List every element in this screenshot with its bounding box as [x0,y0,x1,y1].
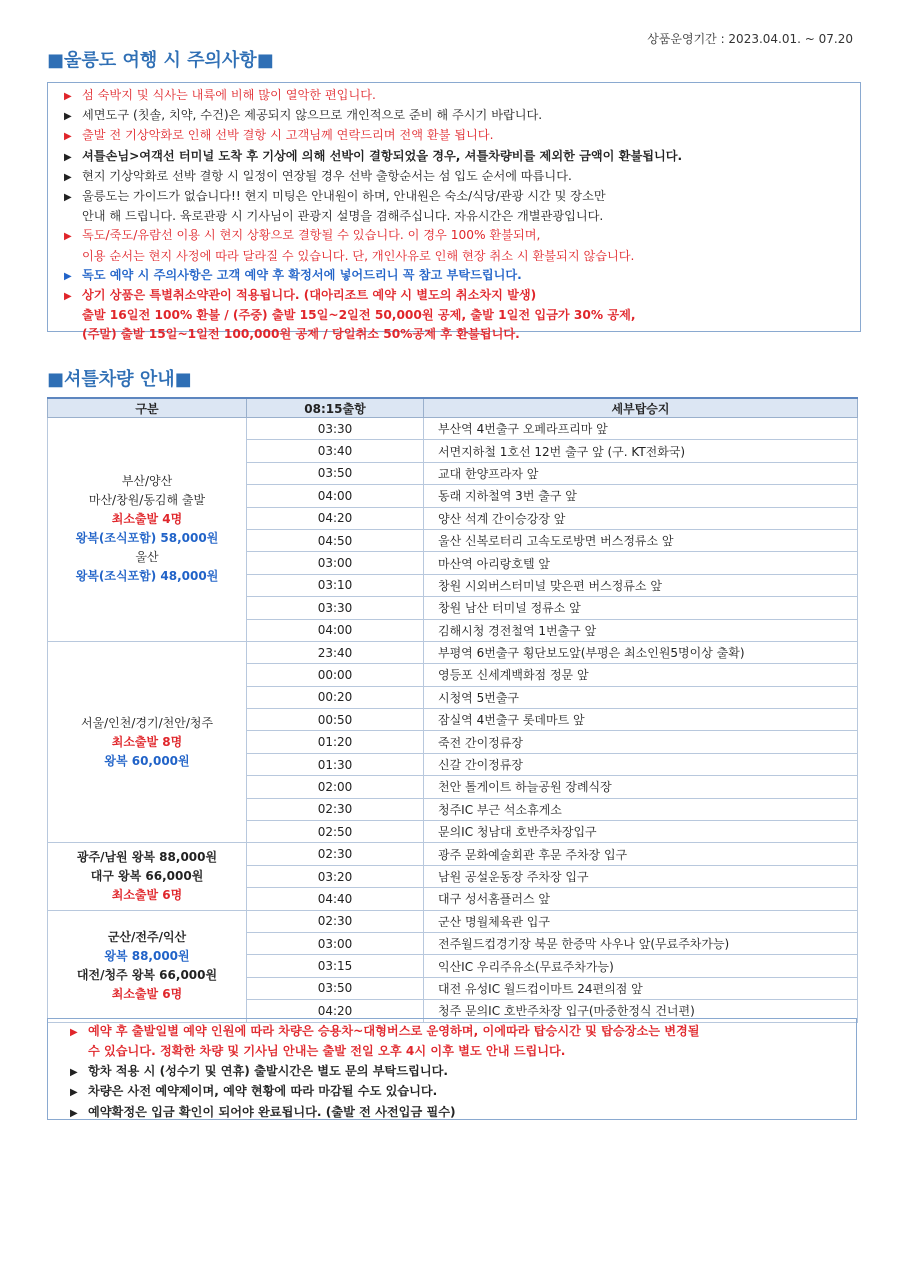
boarding-place: 잠실역 4번출구 롯데마트 앞 [424,709,858,731]
notice-item [64,147,860,167]
departure-time: 03:00 [247,932,424,954]
boarding-place: 신갈 간이정류장 [424,753,858,775]
departure-time: 01:30 [247,753,424,775]
boarding-place: 대전 유성IC 월드컵이마트 24편의점 앞 [424,977,858,999]
notice-text: 현지 기상악화로 선박 결항 시 일정이 연장될 경우 선박 출항순서는 섬 입도 순서에 따릅니다. [82,168,572,183]
departure-time: 02:00 [247,776,424,798]
arrow-bullet-icon: ▶ [64,270,72,282]
header-departure-time: 08:15출항 [247,398,424,418]
region-line: 대구 왕복 66,000원 [90,869,204,883]
square-bullet-icon: ■ [256,50,274,71]
region-line: 최소출발 8명 [111,734,183,749]
departure-time: 04:20 [247,1000,424,1022]
departure-time: 04:00 [247,485,424,507]
boarding-place: 부평역 6번출구 횡단보도앞(부평은 최소인원5명이상 출확) [424,641,858,663]
notice-item [64,306,860,325]
boarding-place: 죽전 간이정류장 [424,731,858,753]
notice-text: 출발 전 기상악화로 인해 선박 결항 시 고객님께 연락드리며 전액 환불 됩니다. [82,128,494,143]
boarding-place: 양산 석계 간이승강장 앞 [424,507,858,529]
notice-text: 출발 16일전 100% 환불 / (주중) 출발 15일~2일전 50,000원 공제, 출발 1일전 입금가 30% 공제, [82,308,636,323]
bottom-note-item [70,1022,856,1042]
boarding-place: 천안 톨게이트 하늘공원 장례식장 [424,776,858,798]
arrow-bullet-icon: ▶ [64,171,72,183]
notice-item [64,187,860,207]
departure-time: 02:30 [247,843,424,865]
boarding-place: 창원 시외버스터미널 맞은편 버스정류소 앞 [424,574,858,596]
region-line: 최소출발 4명 [111,512,183,527]
boarding-place: 창원 남산 터미널 정류소 앞 [424,597,858,619]
shuttle-section-title [47,365,192,391]
arrow-bullet-icon: ▶ [70,1087,78,1099]
bottom-note-text: 수 있습니다. 정확한 차량 및 기사님 안내는 출발 전일 오후 4시 이후 별도 안내 드립니다. [88,1044,566,1059]
arrow-bullet-icon: ▶ [64,231,72,243]
boarding-place: 청주IC 부근 석소휴게소 [424,798,858,820]
departure-time: 03:20 [247,865,424,887]
bottom-note-text: 예약확정은 입금 확인이 되어야 완료됩니다. (출발 전 사전입금 필수) [88,1104,456,1119]
square-bullet-icon: ■ [47,369,65,390]
header-category: 구분 [48,398,247,418]
arrow-bullet-icon: ▶ [64,91,72,102]
arrow-bullet-icon: ▶ [64,111,72,123]
notice-item [64,126,860,146]
notice-text: 섬 숙박지 및 식사는 내륙에 비해 많이 열악한 편입니다. [82,88,376,102]
boarding-place: 영등포 신세계백화점 정문 앞 [424,664,858,686]
region-line: 최소출발 6명 [111,888,183,902]
header-boarding-place: 세부탑승지 [424,398,858,418]
boarding-place: 익산IC 우리주유소(무료주차가능) [424,955,858,977]
departure-time: 03:50 [247,462,424,484]
region-cell [48,843,247,910]
notice-text: 세면도구 (칫솔, 치약, 수건)은 제공되지 않으므로 개인적으로 준비 해 주시기 바랍니다. [82,108,543,123]
departure-time: 04:40 [247,888,424,910]
notice-item [64,247,860,266]
notice-item [64,106,860,126]
boarding-place: 광주 문화예술회관 후문 주차장 입구 [424,843,858,865]
boarding-place: 군산 명월체육관 입구 [424,910,858,932]
notice-text: 독도/죽도/유람선 이용 시 현지 상황으로 결항될 수 있습니다. 이 경우 100% 환불되며, [82,228,541,243]
departure-time: 03:50 [247,977,424,999]
departure-time: 00:20 [247,686,424,708]
notice-text: 이용 순서는 현지 사정에 따라 달라질 수 있습니다. 단, 개인사유로 인해 현장 취소 시 환불되지 않습니다. [82,248,635,263]
arrow-bullet-icon: ▶ [64,192,72,204]
product-period: 상품운영기간 : 2023.04.01. ~ 07.20 [647,32,853,46]
departure-time: 03:00 [247,552,424,574]
table-row [48,910,858,932]
notice-item [64,226,860,246]
arrow-bullet-icon: ▶ [70,1027,78,1038]
shuttle-table [47,397,858,1023]
departure-time: 23:40 [247,641,424,663]
boarding-place: 전주월드컵경기장 북문 한증막 사우나 앞(무료주차가능) [424,932,858,954]
departure-time: 04:00 [247,619,424,641]
notice-item [64,167,860,187]
region-cell [48,910,247,1022]
boarding-place: 울산 신복로터리 고속도로방면 버스정류소 앞 [424,529,858,551]
notice-text: 셔틀손님>여객선 터미널 도착 후 기상에 의해 선박이 결항되었을 경우, 셔틀차량비를 제외한 금액이 환불됩니다. [82,148,683,163]
region-line: 광주/남원 왕복 88,000원 [76,850,218,864]
notice-text: 울릉도는 가이드가 없습니다!! 현지 미팅은 안내원이 하며, 안내원은 숙소/식당/관광 시간 및 장소만 [82,189,606,204]
boarding-place: 서면지하철 1호선 12번 출구 앞 (구. KT전화국) [424,440,858,462]
region-line: 왕복 60,000원 [104,753,190,768]
boarding-place: 동래 지하철역 3번 출구 앞 [424,485,858,507]
departure-time: 03:30 [247,418,424,440]
bottom-note-text: 예약 후 출발일별 예약 인원에 따라 차량은 승용차~대형버스로 운영하며, 이에따라 탑승시간 및 탑승장소는 변경될 [88,1024,700,1038]
notice-section-title [47,46,274,72]
notice-item [64,86,860,106]
departure-time: 04:20 [247,507,424,529]
table-row [48,641,858,663]
notice-box [47,82,861,342]
notice-title-text: 울릉도 여행 시 주의사항 [64,50,257,71]
region-line: 울산 [135,550,159,565]
region-line: 왕복(조식포함) 58,000원 [75,531,219,546]
notice-item [64,266,860,286]
bottom-note-item [70,1042,856,1061]
boarding-place: 남원 공설운동장 주차장 입구 [424,865,858,887]
notice-text: 상기 상품은 특별취소약관이 적용됩니다. (대아리조트 예약 시 별도의 취소차지 발생) [82,288,537,303]
region-line: 마산/창원/동김해 출발 [88,493,206,508]
bottom-notes-box [47,1018,857,1120]
departure-time: 00:50 [247,709,424,731]
notice-text: 독도 예약 시 주의사항은 고객 예약 후 확정서에 넣어드리니 꼭 참고 부탁드립니다. [82,267,522,282]
region-line: 대전/청주 왕복 66,000원 [76,968,218,983]
departure-time: 04:50 [247,529,424,551]
region-cell [48,641,247,843]
departure-time: 01:20 [247,731,424,753]
region-cell [48,418,247,642]
notice-text: 안내 해 드립니다. 육로관광 시 기사님이 관광지 설명을 겸해주십니다. 자유시간은 개별관광입니다. [82,209,604,224]
bottom-note-text: 항차 적용 시 (성수기 및 연휴) 출발시간은 별도 문의 부탁드립니다. [88,1063,449,1078]
notice-item [64,286,860,306]
arrow-bullet-icon: ▶ [64,151,72,163]
bottom-note-text: 차량은 사전 예약제이며, 예약 현황에 따라 마감될 수도 있습니다. [88,1084,438,1099]
bottom-note-item [70,1082,856,1102]
boarding-place: 청주 문의IC 호반주차장 입구(마중한정식 건너편) [424,1000,858,1022]
departure-time: 00:00 [247,664,424,686]
departure-time: 02:30 [247,798,424,820]
shuttle-title-text: 셔틀차량 안내 [64,369,175,390]
table-row [48,843,858,865]
square-bullet-icon: ■ [174,369,192,390]
arrow-bullet-icon: ▶ [64,131,72,143]
region-line: 군산/전주/익산 [107,930,187,945]
region-line: 서울/인천/경기/천안/청주 [80,715,214,730]
departure-time: 03:40 [247,440,424,462]
arrow-bullet-icon: ▶ [70,1066,78,1078]
notice-text: (주말) 출발 15일~1일전 100,000원 공제 / 당일취소 50%공제 후 환불됩니다. [82,327,520,342]
departure-time: 02:50 [247,821,424,843]
departure-time: 03:10 [247,574,424,596]
region-line: 왕복(조식포함) 48,000원 [75,569,219,584]
bottom-note-item [70,1062,856,1082]
arrow-bullet-icon: ▶ [70,1107,78,1119]
region-line: 부산/양산 [121,474,173,489]
notice-item [64,325,860,344]
departure-time: 02:30 [247,910,424,932]
region-line: 왕복 88,000원 [104,949,190,964]
notice-item [64,207,860,226]
departure-time: 03:30 [247,597,424,619]
boarding-place: 문의IC 청남대 호반주차장입구 [424,821,858,843]
boarding-place: 부산역 4번출구 오페라프리마 앞 [424,418,858,440]
table-row [48,418,858,440]
boarding-place: 대구 성서홈플러스 앞 [424,888,858,910]
square-bullet-icon: ■ [47,50,65,71]
departure-time: 03:15 [247,955,424,977]
boarding-place: 김해시청 경전철역 1번출구 앞 [424,619,858,641]
boarding-place: 시청역 5번출구 [424,686,858,708]
table-header-row [48,398,858,418]
arrow-bullet-icon: ▶ [64,291,72,303]
bottom-note-item [70,1103,856,1123]
boarding-place: 교대 한양프라자 앞 [424,462,858,484]
region-line: 최소출발 6명 [111,987,183,1002]
boarding-place: 마산역 아리랑호텔 앞 [424,552,858,574]
